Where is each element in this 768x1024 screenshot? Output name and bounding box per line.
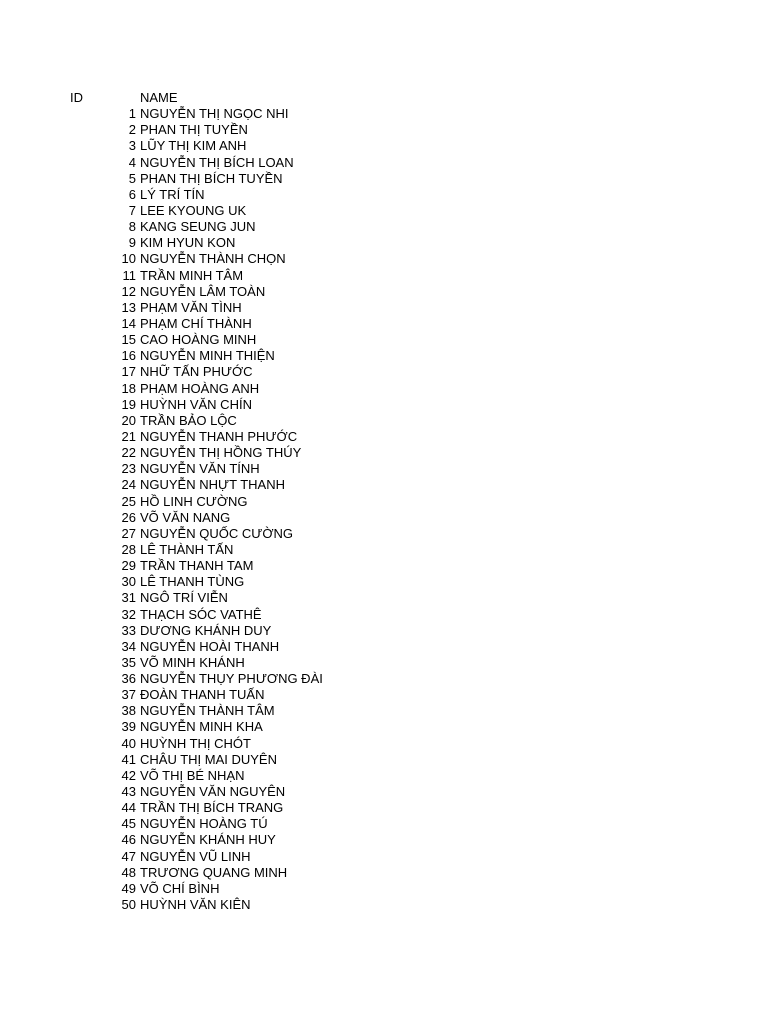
row-id-cell: 10 bbox=[121, 251, 136, 267]
row-id-cell: 9 bbox=[128, 235, 136, 251]
table-row bbox=[0, 155, 768, 171]
table-row bbox=[0, 687, 768, 703]
table-row bbox=[0, 413, 768, 429]
row-name-cell: TRẦN THANH TAM bbox=[140, 558, 254, 574]
table-body bbox=[0, 106, 768, 913]
id-column-header: ID bbox=[70, 90, 83, 105]
row-name-cell: HUỲNH VĂN CHÍN bbox=[140, 396, 252, 412]
row-id-cell: 5 bbox=[128, 170, 136, 186]
row-id-cell: 1 bbox=[128, 106, 136, 122]
row-id-cell: 42 bbox=[121, 767, 136, 783]
table-row bbox=[0, 316, 768, 332]
row-id-cell: 17 bbox=[121, 364, 136, 380]
table-row bbox=[0, 623, 768, 639]
row-name-cell: TRẦN THỊ BÍCH TRANG bbox=[140, 800, 284, 816]
table-row bbox=[0, 397, 768, 413]
table-row bbox=[0, 865, 768, 881]
row-id-cell: 39 bbox=[121, 719, 136, 735]
row-name-cell: HUỲNH VĂN KIÊN bbox=[140, 897, 251, 913]
table-row bbox=[0, 381, 768, 397]
row-name-cell: VÕ VĂN NANG bbox=[140, 509, 231, 525]
row-name-cell: LÝ TRÍ TÍN bbox=[140, 186, 205, 202]
row-name-cell: NGUYỄN QUỐC CƯỜNG bbox=[140, 525, 293, 541]
table-row bbox=[0, 429, 768, 445]
table-row bbox=[0, 736, 768, 752]
row-id-cell: 21 bbox=[121, 428, 136, 444]
row-name-cell: NGUYỄN VĂN NGUYÊN bbox=[140, 784, 286, 800]
row-id-cell: 24 bbox=[121, 477, 136, 493]
table-row bbox=[0, 800, 768, 816]
table-row bbox=[0, 235, 768, 251]
row-name-cell: NGUYỄN THỊ HỒNG THÚY bbox=[140, 445, 302, 461]
row-id-cell: 30 bbox=[121, 574, 136, 590]
row-id-cell: 35 bbox=[121, 654, 136, 670]
row-name-cell: NGUYỄN MINH THIỆN bbox=[140, 348, 275, 364]
row-name-cell: CAO HOÀNG MINH bbox=[140, 332, 257, 348]
table-row bbox=[0, 364, 768, 380]
row-id-cell: 8 bbox=[128, 219, 136, 235]
row-id-cell: 16 bbox=[121, 348, 136, 364]
table-row bbox=[0, 122, 768, 138]
name-list-sheet bbox=[0, 90, 768, 913]
table-row bbox=[0, 300, 768, 316]
row-name-cell: ĐOÀN THANH TUẤN bbox=[140, 687, 265, 703]
row-id-cell: 37 bbox=[121, 687, 136, 703]
row-name-cell: TRẦN MINH TÂM bbox=[140, 267, 244, 283]
table-row bbox=[0, 607, 768, 623]
row-id-cell: 12 bbox=[121, 283, 136, 299]
table-row bbox=[0, 816, 768, 832]
row-id-cell: 15 bbox=[121, 332, 136, 348]
table-row bbox=[0, 332, 768, 348]
table-row bbox=[0, 526, 768, 542]
row-name-cell: NGUYỄN HOÀI THANH bbox=[140, 638, 280, 654]
row-name-cell: NGUYỄN THỊ NGỌC NHI bbox=[140, 106, 289, 122]
row-name-cell: NGUYỄN NHỰT THANH bbox=[140, 477, 285, 493]
row-id-cell: 48 bbox=[121, 864, 136, 880]
row-name-cell: HỒ LINH CƯỜNG bbox=[140, 493, 248, 509]
row-id-cell: 44 bbox=[121, 800, 136, 816]
row-name-cell: THẠCH SÓC VATHÊ bbox=[140, 606, 262, 622]
row-id-cell: 41 bbox=[121, 751, 136, 767]
row-id-cell: 31 bbox=[121, 590, 136, 606]
table-row bbox=[0, 671, 768, 687]
row-id-cell: 20 bbox=[121, 412, 136, 428]
table-row bbox=[0, 219, 768, 235]
table-header-row bbox=[0, 90, 768, 106]
row-id-cell: 38 bbox=[121, 703, 136, 719]
row-id-cell: 32 bbox=[121, 606, 136, 622]
row-name-cell: NGUYỄN LÂM TOÀN bbox=[140, 283, 266, 299]
row-id-cell: 28 bbox=[121, 541, 136, 557]
table-row bbox=[0, 703, 768, 719]
row-name-cell: NGUYỄN THÀNH CHỌN bbox=[140, 251, 286, 267]
row-name-cell: NGÔ TRÍ VIỄN bbox=[140, 590, 228, 606]
row-name-cell: VÕ THỊ BÉ NHẠN bbox=[140, 767, 245, 783]
name-column-header: NAME bbox=[140, 90, 178, 105]
row-name-cell: NGUYỄN VĂN TÍNH bbox=[140, 461, 260, 477]
row-id-cell: 26 bbox=[121, 509, 136, 525]
row-name-cell: NHỮ TẤN PHƯỚC bbox=[140, 364, 253, 380]
row-id-cell: 29 bbox=[121, 558, 136, 574]
row-id-cell: 36 bbox=[121, 671, 136, 687]
row-name-cell: LŨY THỊ KIM ANH bbox=[140, 138, 247, 154]
table-row bbox=[0, 106, 768, 122]
table-row bbox=[0, 590, 768, 606]
row-name-cell: HUỲNH THỊ CHÓT bbox=[140, 735, 251, 751]
row-name-cell: TRẦN BẢO LỘC bbox=[140, 412, 237, 428]
row-id-cell: 34 bbox=[121, 638, 136, 654]
row-name-cell: NGUYỄN THÀNH TÂM bbox=[140, 703, 275, 719]
row-name-cell: NGUYỄN THỤY PHƯƠNG ĐÀI bbox=[140, 671, 323, 687]
row-id-cell: 46 bbox=[121, 832, 136, 848]
row-id-cell: 33 bbox=[121, 622, 136, 638]
row-id-cell: 11 bbox=[122, 267, 136, 283]
row-id-cell: 40 bbox=[121, 735, 136, 751]
table-row bbox=[0, 832, 768, 848]
row-id-cell: 13 bbox=[121, 299, 136, 315]
row-id-cell: 2 bbox=[128, 122, 136, 138]
table-row bbox=[0, 558, 768, 574]
table-row bbox=[0, 187, 768, 203]
row-id-cell: 4 bbox=[128, 154, 136, 170]
table-row bbox=[0, 461, 768, 477]
row-id-cell: 19 bbox=[121, 396, 136, 412]
row-name-cell: NGUYỄN HOÀNG TÚ bbox=[140, 816, 268, 832]
table-row bbox=[0, 477, 768, 493]
row-id-cell: 7 bbox=[128, 202, 136, 218]
row-id-cell: 25 bbox=[121, 493, 136, 509]
table-row bbox=[0, 719, 768, 735]
row-id-cell: 43 bbox=[121, 784, 136, 800]
table-row bbox=[0, 203, 768, 219]
table-row bbox=[0, 897, 768, 913]
table-row bbox=[0, 510, 768, 526]
row-name-cell: NGUYỄN VŨ LINH bbox=[140, 848, 251, 864]
row-name-cell: NGUYỄN THANH PHƯỚC bbox=[140, 428, 298, 444]
row-id-cell: 47 bbox=[121, 848, 136, 864]
row-name-cell: PHẠM HOÀNG ANH bbox=[140, 380, 260, 396]
row-name-cell: KANG SEUNG JUN bbox=[140, 219, 256, 235]
row-name-cell: CHÂU THỊ MAI DUYÊN bbox=[140, 751, 277, 767]
row-id-cell: 49 bbox=[121, 880, 136, 896]
table-row bbox=[0, 655, 768, 671]
table-row bbox=[0, 251, 768, 267]
row-name-cell: KIM HYUN KON bbox=[140, 235, 236, 251]
row-name-cell: DƯƠNG KHÁNH DUY bbox=[140, 622, 272, 638]
row-id-cell: 6 bbox=[128, 186, 136, 202]
row-id-cell: 14 bbox=[121, 315, 136, 331]
table-row bbox=[0, 768, 768, 784]
row-name-cell: NGUYỄN KHÁNH HUY bbox=[140, 832, 276, 848]
row-id-cell: 3 bbox=[128, 138, 136, 154]
table-row bbox=[0, 268, 768, 284]
row-id-cell: 23 bbox=[121, 461, 136, 477]
row-name-cell: LÊ THÀNH TẤN bbox=[140, 541, 234, 557]
row-id-cell: 18 bbox=[121, 380, 136, 396]
table-row bbox=[0, 881, 768, 897]
table-row bbox=[0, 494, 768, 510]
table-row bbox=[0, 752, 768, 768]
row-name-cell: LEE KYOUNG UK bbox=[140, 202, 247, 218]
table-row bbox=[0, 138, 768, 154]
row-name-cell: PHẠM VĂN TÌNH bbox=[140, 299, 242, 315]
row-name-cell: NGUYỄN THỊ BÍCH LOAN bbox=[140, 154, 294, 170]
table-row bbox=[0, 784, 768, 800]
table-row bbox=[0, 639, 768, 655]
table-row bbox=[0, 284, 768, 300]
row-id-cell: 27 bbox=[121, 525, 136, 541]
row-name-cell: PHẠM CHÍ THÀNH bbox=[140, 315, 252, 331]
row-name-cell: VÕ CHÍ BÌNH bbox=[140, 880, 220, 896]
table-row bbox=[0, 348, 768, 364]
row-id-cell: 45 bbox=[121, 816, 136, 832]
table-row bbox=[0, 445, 768, 461]
row-id-cell: 22 bbox=[121, 445, 136, 461]
row-name-cell: LÊ THANH TÙNG bbox=[140, 574, 245, 590]
table-row bbox=[0, 849, 768, 865]
row-name-cell: VÕ MINH KHÁNH bbox=[140, 654, 245, 670]
table-row bbox=[0, 574, 768, 590]
row-name-cell: PHAN THỊ BÍCH TUYỀN bbox=[140, 170, 283, 186]
table-row bbox=[0, 542, 768, 558]
table-row bbox=[0, 171, 768, 187]
row-name-cell: TRƯƠNG QUANG MINH bbox=[140, 864, 288, 880]
row-name-cell: PHAN THỊ TUYỀN bbox=[140, 122, 248, 138]
row-id-cell: 50 bbox=[121, 897, 136, 913]
row-name-cell: NGUYỄN MINH KHA bbox=[140, 719, 263, 735]
